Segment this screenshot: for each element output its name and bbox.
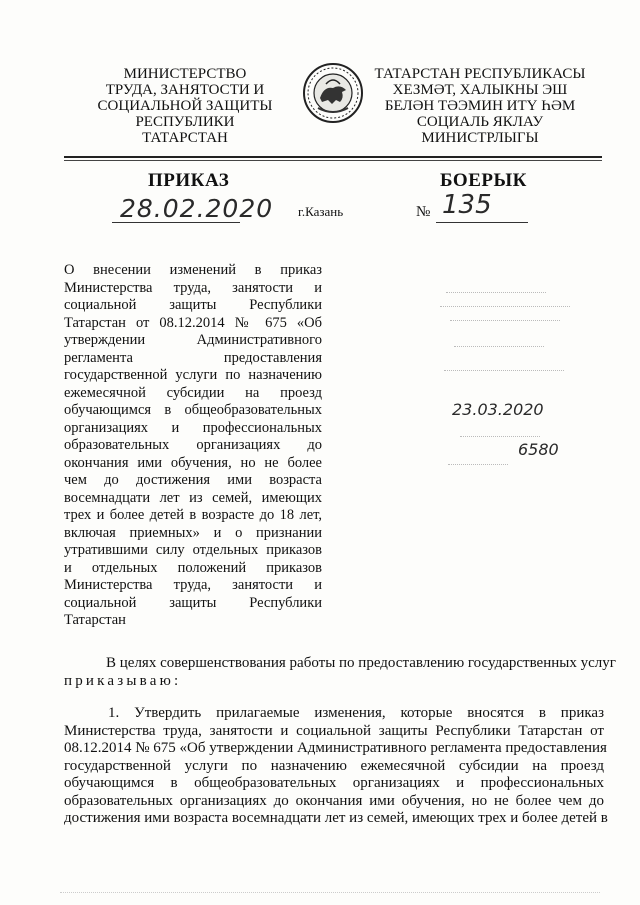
order-number-handwritten: 135 — [442, 190, 492, 220]
registration-stamp-area — [440, 286, 590, 476]
subject-line: образовательных организациях до — [64, 437, 322, 453]
tatarstan-coat-of-arms-icon — [302, 62, 364, 124]
date-underline — [112, 222, 240, 223]
subject-line: регламента предоставления — [64, 349, 322, 366]
subject-line: утверждении Административного — [64, 332, 322, 348]
intro-line: В целях совершенствования работы по предоставлению государственных услуг — [106, 655, 616, 671]
paragraph-line: Министерства труда, занятости и социальной защиты Республики Татарстан от — [64, 722, 604, 739]
ministry-name-ru-line: МИНИСТЕРСТВО — [123, 66, 247, 82]
intro-paragraph — [64, 655, 616, 690]
ministry-name-tt-line: БЕЛӘН ТӘЭМИН ИТҮ ҺӘМ — [384, 98, 576, 114]
paragraph-line: 1. Утвердить прилагаемые изменения, которые вносятся в приказ — [108, 705, 604, 721]
ministry-name-tt — [360, 66, 600, 146]
order-city: г.Казань — [298, 204, 344, 219]
subject-line: Министерства труда, занятости и — [64, 279, 322, 296]
order-subject — [64, 262, 322, 630]
paragraph-1 — [64, 705, 608, 828]
order-verb: приказываю: — [64, 672, 182, 689]
paragraph-line: образовательных организациях до окончания ими обучения, но не более чем до — [64, 792, 604, 809]
subject-line: утратившими силу отдельных приказов — [64, 542, 322, 558]
subject-line: обучающимся в общеобразовательных — [64, 402, 322, 418]
subject-line: социальной защиты Республики — [64, 297, 322, 313]
subject-line: чем до достижения ими возраста — [64, 472, 322, 488]
ministry-name-ru-line: РЕСПУБЛИКИ — [135, 114, 235, 130]
paragraph-line: обучающимся в общеобразовательных организациях и профессиональных — [64, 775, 604, 791]
paragraph-line: достижения ими возраста восемнадцати лет из семей, имеющих трех и более детей в — [64, 810, 608, 826]
subject-line: Министерства труда, занятости и — [64, 577, 322, 593]
order-date-handwritten: 28.02.2020 — [120, 194, 274, 223]
subject-line: окончания ими обучения, но не более — [64, 454, 322, 471]
subject-line: и отдельных положений приказов — [64, 559, 322, 576]
paragraph-line: 08.12.2014 № 675 «Об утверждении Административного регламента предоставления — [64, 740, 607, 756]
order-title-tt: БОЕРЫК — [440, 170, 527, 191]
ministry-name-ru-line: СОЦИАЛЬНОЙ ЗАЩИТЫ — [97, 98, 273, 114]
subject-line: восемнадцати лет из семей, имеющих — [64, 489, 322, 506]
subject-line: трех и более детей в возрасте до 18 лет, — [64, 507, 322, 523]
header-divider-thin — [64, 160, 602, 161]
subject-line: Татарстан от 08.12.2014 № 675 «Об — [64, 314, 322, 331]
ministry-name-tt-line: СОЦИАЛЬ ЯКЛАУ — [416, 114, 544, 130]
ministry-name-tt-line: МИНИСТРЛЫГЫ — [421, 130, 539, 146]
ministry-name-ru — [70, 66, 300, 146]
subject-line: О внесении изменений в приказ — [64, 262, 322, 278]
ministry-name-ru-line: ТРУДА, ЗАНЯТОСТИ И — [105, 82, 265, 98]
ministry-name-tt-line: ТАТАРСТАН РЕСПУБЛИКАСЫ — [374, 66, 586, 82]
paragraph-line: государственной услуги по назначению ежемесячной субсидии на проезд — [64, 757, 604, 774]
order-title-ru: ПРИКАЗ — [148, 170, 230, 191]
header-divider-thick — [64, 156, 602, 158]
subject-line: ежемесячной субсидии на проезд — [64, 384, 322, 401]
ministry-name-ru-line: ТАТАРСТАН — [142, 130, 228, 146]
subject-line: включая приемных» и о признании — [64, 524, 322, 541]
subject-line: социальной защиты Республики — [64, 594, 322, 611]
scan-artifact — [60, 890, 600, 896]
registration-number-handwritten: 6580 — [518, 440, 559, 459]
ministry-name-tt-line: ХЕЗМӘТ, ХАЛЫКНЫ ЭШ — [392, 82, 568, 98]
registration-date-handwritten: 23.03.2020 — [452, 400, 544, 419]
subject-line: Татарстан — [64, 612, 126, 628]
order-number-sign: № — [416, 204, 431, 220]
subject-line: организациях и профессиональных — [64, 419, 322, 436]
subject-line: государственной услуги по назначению — [64, 367, 322, 383]
number-underline — [436, 222, 528, 223]
